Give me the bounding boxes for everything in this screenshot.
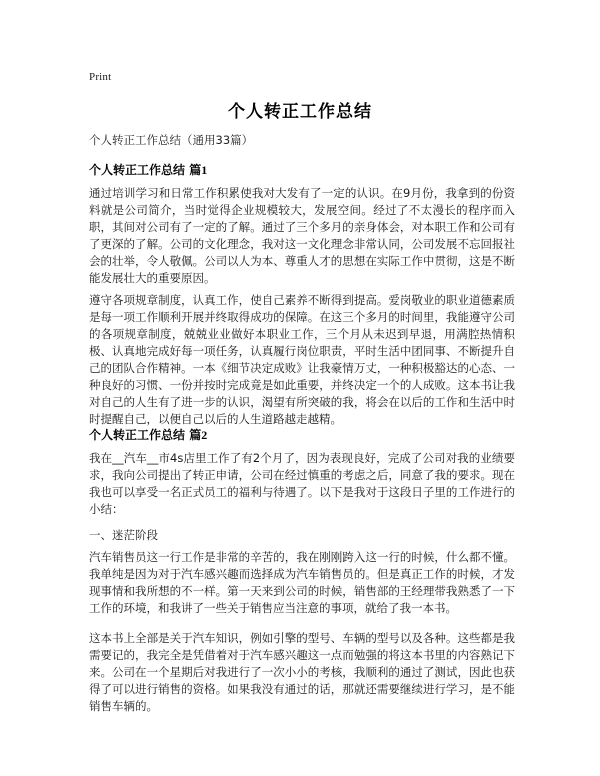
article2-paragraph-2: 汽车销售员这一行工作是非常的辛苦的，我在刚刚跨入这一行的时候，什么都不懂。我单纯是因为对于汽车感兴趣而选择成为汽车销售员的。但是真正工作的时候，才发现事情和我所想的不一样。第一天来到公司的时候，销售部的王经理带我熟悉了一下工作的环境，和我讲了一些关于销售应当注意的事项，就给了我一本书。 [89,550,515,615]
section-heading: 一、迷茫阶段 [89,528,158,542]
document-subtitle: 个人转正工作总结（通用33篇） [89,133,254,147]
article1-heading [89,161,207,178]
article1-heading-text: 个人转正工作总结 [89,163,186,177]
article2-heading [89,426,207,443]
print-label[interactable]: Print [89,71,112,83]
article2-paragraph-3: 这本书上全部是关于汽车知识，例如引擎的型号、车辆的型号以及各种。这些都是我需要记的，我完全是凭借着对于汽车感兴趣这一点而勉强的将这本书里的内容熟记下来。公司在一个星期后对我进行了一次小小的考核，我顺利的通过了测试，因此也获得了可以进行销售的资格。如果我没有通过的话，那就还需要继续进行学习，是不能销售车辆的。 [89,631,515,713]
page-title: 个人转正工作总结 [228,102,372,122]
article1-heading-number: 篇1 [189,163,208,177]
article2-heading-number: 篇2 [189,428,208,442]
article2-paragraph-1: 我在__汽车__市4s店里工作了有2个月了，因为表现良好，完成了公司对我的业绩要求，我向公司提出了转正申请，公司在经过慎重的考虑之后，同意了我的要求。现在我也可以享受一名正式员工的福利与待遇了。以下是我对于这段日子里的工作进行的小结： [89,451,515,516]
article2-heading-text: 个人转正工作总结 [89,428,186,442]
article1-paragraph-2: 遵守各项规章制度，认真工作，使自己素养不断得到提高。爱岗敬业的职业道德素质是每一项工作顺利开展并终取得成功的保障。在这三个多月的时间里，我能遵守公司的各项规章制度，兢兢业业做好本职业工作，三个月从未迟到早退，用满腔热情积极、认真地完成好每一项任务，认真履行岗位职责，平时生活中团同事、不断提升自己的团队合作精神。一本《细节决定成败》让我豪情万丈，一种积极豁达的心态、一种良好的习惯、一份并按时完成竟是如此重要，并终决定一个的人成败。这本书让我对自己的人生有了进一步的认识，渴望有所突破的我，将会在以后的工作和生活中时时提醒自己，以便自己以后的人生道路越走越精。 [89,293,515,426]
article1-paragraph-1: 通过培训学习和日常工作积累使我对大发有了一定的认识。在9月份，我拿到的份资料就是公司简介，当时觉得企业规模较大，发展空间。经过了不太漫长的程序而入职，其间对公司有了一定的了解。通过了三个多月的亲身体会，对本职工作和公司有了更深的了解。公司的文化理念，我对这一文化理念非常认同，公司发展不忘回报社会的壮举，令人敬佩。公司以人为本、尊重人才的思想在实际工作中贯彻，这是不断能发展壮大的重要原因。 [89,186,515,285]
